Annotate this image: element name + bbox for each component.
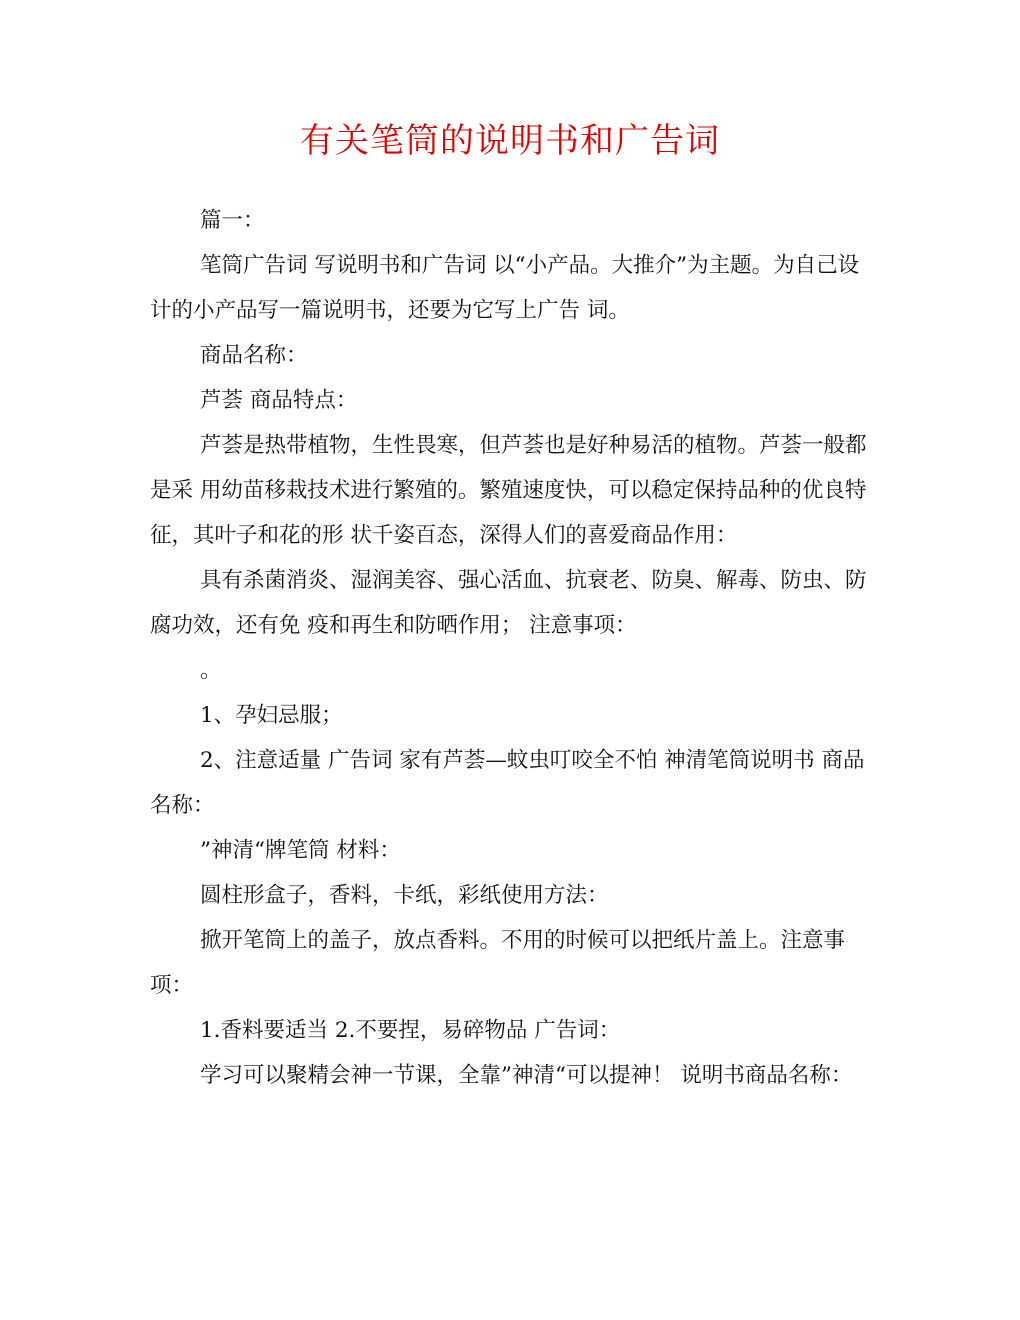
paragraph: 。: [200, 658, 222, 683]
paragraph: 掀开笔筒上的盖子，放点香料。不用的时候可以把纸片盖上。注意事项：: [150, 928, 846, 998]
paragraph: ”神清“牌笔筒 材料：: [200, 838, 401, 863]
section-heading: 篇一：: [200, 208, 265, 233]
paragraph: 芦荟 商品特点：: [200, 388, 358, 413]
paragraph: 2、注意适量 广告词 家有芦荟—蚊虫叮咬全不怕 神清笔筒说明书 商品名称：: [150, 748, 865, 818]
paragraph: 商品名称：: [200, 343, 308, 368]
document-title: 有关笔筒的说明书和广告词: [300, 121, 720, 161]
paragraph: 学习可以聚精会神一节课，全靠”神清“可以提神！ 说明书商品名称：: [200, 1063, 853, 1088]
document-body: [150, 198, 870, 1098]
paragraph: 1、孕妇忌服；: [200, 703, 343, 728]
paragraph: 笔筒广告词 写说明书和广告词 以“小产品。大推介”为主题。为自己设计的小产品写一篇说明书，还要为它写上广告 词。: [150, 253, 860, 323]
paragraph: 芦荟是热带植物，生性畏寒，但芦荟也是好种易活的植物。芦荟一般都是采 用幼苗移栽技术进行繁殖的。繁殖速度快，可以稳定保持品种的优良特征，其叶子和花的形 状千姿百态，深得人们的喜爱商品作用：: [150, 433, 867, 548]
paragraph: 具有杀菌消炎、湿润美容、强心活血、抗衰老、防臭、解毒、防虫、防腐功效，还有免 疫和再生和防晒作用； 注意事项：: [150, 568, 867, 638]
paragraph: 圆柱形盒子，香料，卡纸，彩纸使用方法：: [200, 883, 609, 908]
paragraph: 1.香料要适当 2.不要捏，易碎物品 广告词：: [200, 1018, 621, 1043]
